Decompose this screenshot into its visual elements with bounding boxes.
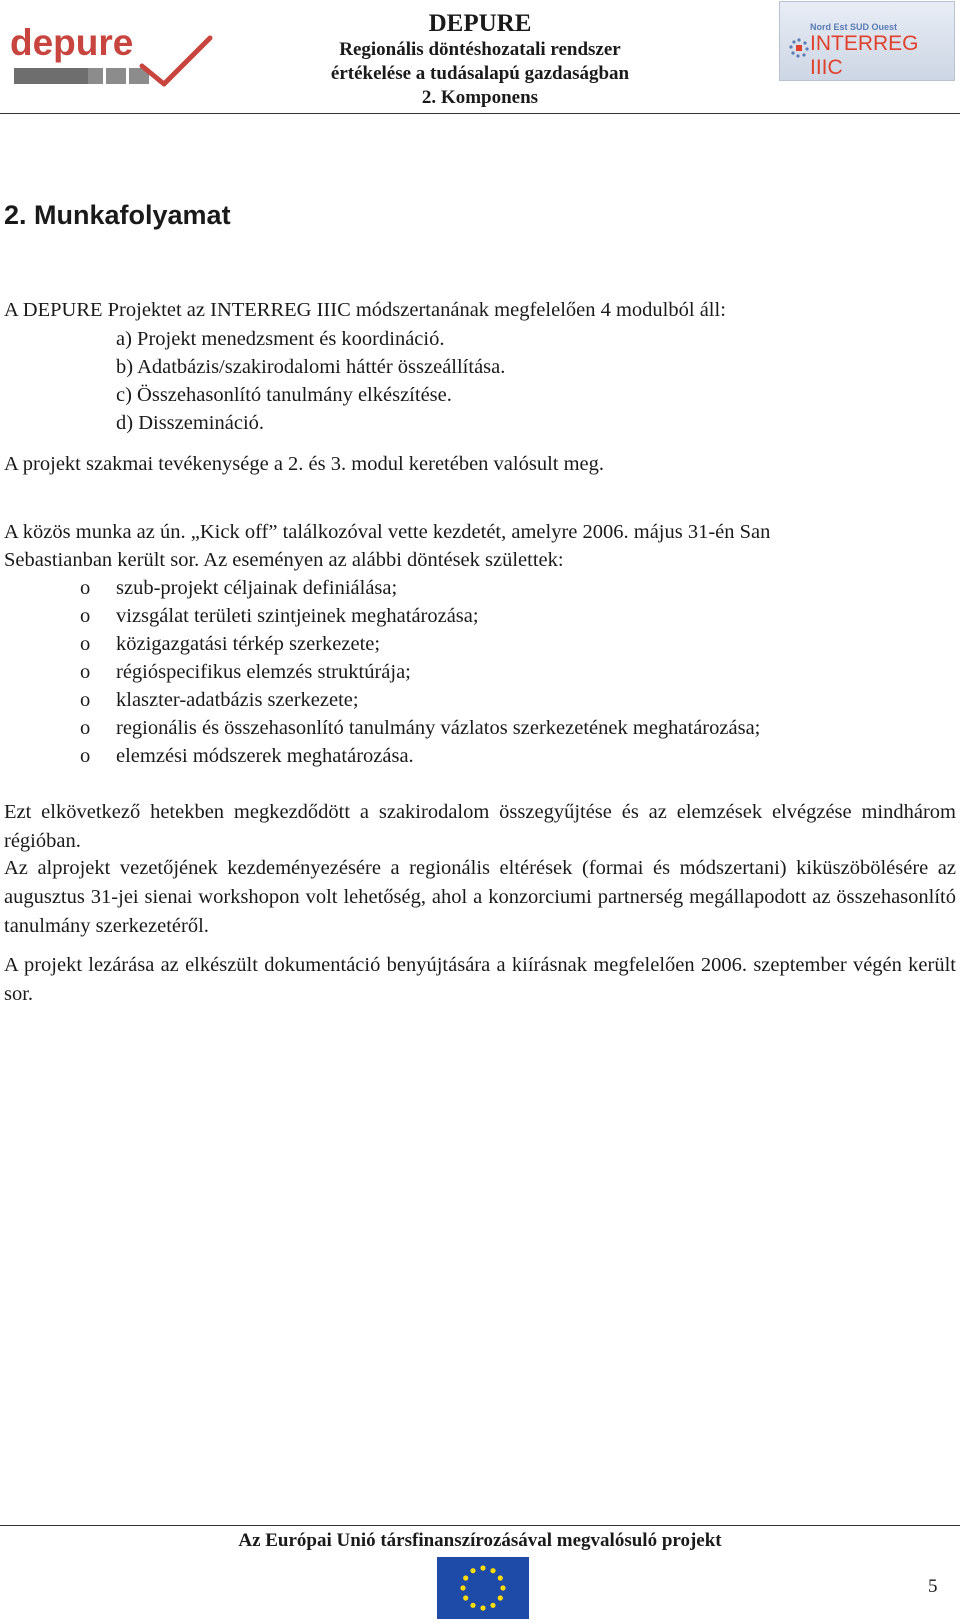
interreg-logo [779,1,955,81]
workshop-paragraph: Az alprojekt vezetőjének kezdeményezésére a regionális eltérések (formai és módszertani) kiküszöbölésére az augusztus 31-jei sienai workshopon volt lehetőség, ahol a konzorciumi partnerség megállapodott az összehasonlító tanulmány szerkezetéről. [4,857,956,937]
intro-paragraph: A DEPURE Projektet az INTERREG IIIC módszertanának megfelelően 4 modulból áll: [4,299,726,321]
bullet-marker: o [80,605,91,627]
bullet-marker: o [80,661,91,683]
decision-item: közigazgatási térkép szerkezete; [116,633,381,655]
checkmark-icon [134,32,214,92]
modules-note: A projekt szakmai tevékenysége a 2. és 3. modul keretében valósult meg. [4,453,605,475]
module-item: c) Összehasonlító tanulmány elkészítése. [116,384,452,406]
header-divider [0,113,960,114]
depure-logo-bar-dark [14,68,88,84]
decision-item: klaszter-adatbázis szerkezete; [116,689,359,711]
interreg-logo-text: INTERREG IIIC [810,32,919,79]
eu-flag-icon [437,1557,529,1619]
decision-item: elemzési módszerek meghatározása. [116,745,414,767]
header-subtitle-2: értékelése a tudásalapú gazdaságban [330,63,630,84]
depure-logo [4,12,214,92]
decision-item: szub-projekt céljainak definiálása; [116,577,398,599]
section-title: 2. Munkafolyamat [4,200,231,230]
closing-paragraph: A projekt lezárása az elkészült dokumentáció benyújtására a kiírásnak megfelelően 2006. szeptember végén került sor. [4,954,956,1005]
page-number: 5 [928,1576,938,1597]
followup-paragraph: Ezt elkövetkező hetekben megkezdődött a szakirodalom összegyűjtése és az elemzések elvégzése mindhárom régióban. [4,801,956,852]
bullet-marker: o [80,633,91,655]
bullet-marker: o [80,717,91,739]
footer-text: Az Európai Unió társfinanszírozásával megvalósuló projekt [238,1530,722,1551]
stars-icon [789,38,809,58]
decision-item: vizsgálat területi szintjeinek meghatározása; [116,605,479,627]
depure-logo-text: depure [10,22,134,63]
decision-item: régióspecifikus elemzés struktúrája; [116,661,411,683]
header-subtitle-3: 2. Komponens [421,87,539,108]
module-item: b) Adatbázis/szakirodalomi háttér összeállítása. [116,356,506,378]
bullet-marker: o [80,745,91,767]
module-item: a) Projekt menedzsment és koordináció. [116,328,445,350]
kickoff-paragraph-line-1: A közös munka az ún. „Kick off” találkozóval vette kezdetét, amelyre 2006. május 31-én San [4,521,771,543]
header-title-block [260,10,700,110]
bullet-marker: o [80,689,91,711]
decision-item: regionális és összehasonlító tanulmány vázlatos szerkezetének meghatározása; [116,717,761,739]
header-title: DEPURE [428,10,532,37]
module-item: d) Disszemináció. [116,412,265,434]
interreg-logo-small-text: Nord Est SUD Ouest [810,22,898,32]
bullet-marker: o [80,577,91,599]
header-subtitle-1: Regionális döntéshozatali rendszer [339,39,621,60]
footer-divider [0,1525,960,1526]
kickoff-paragraph-line-2: Sebastianban került sor. Az eseményen az alábbi döntések születtek: [4,549,564,571]
